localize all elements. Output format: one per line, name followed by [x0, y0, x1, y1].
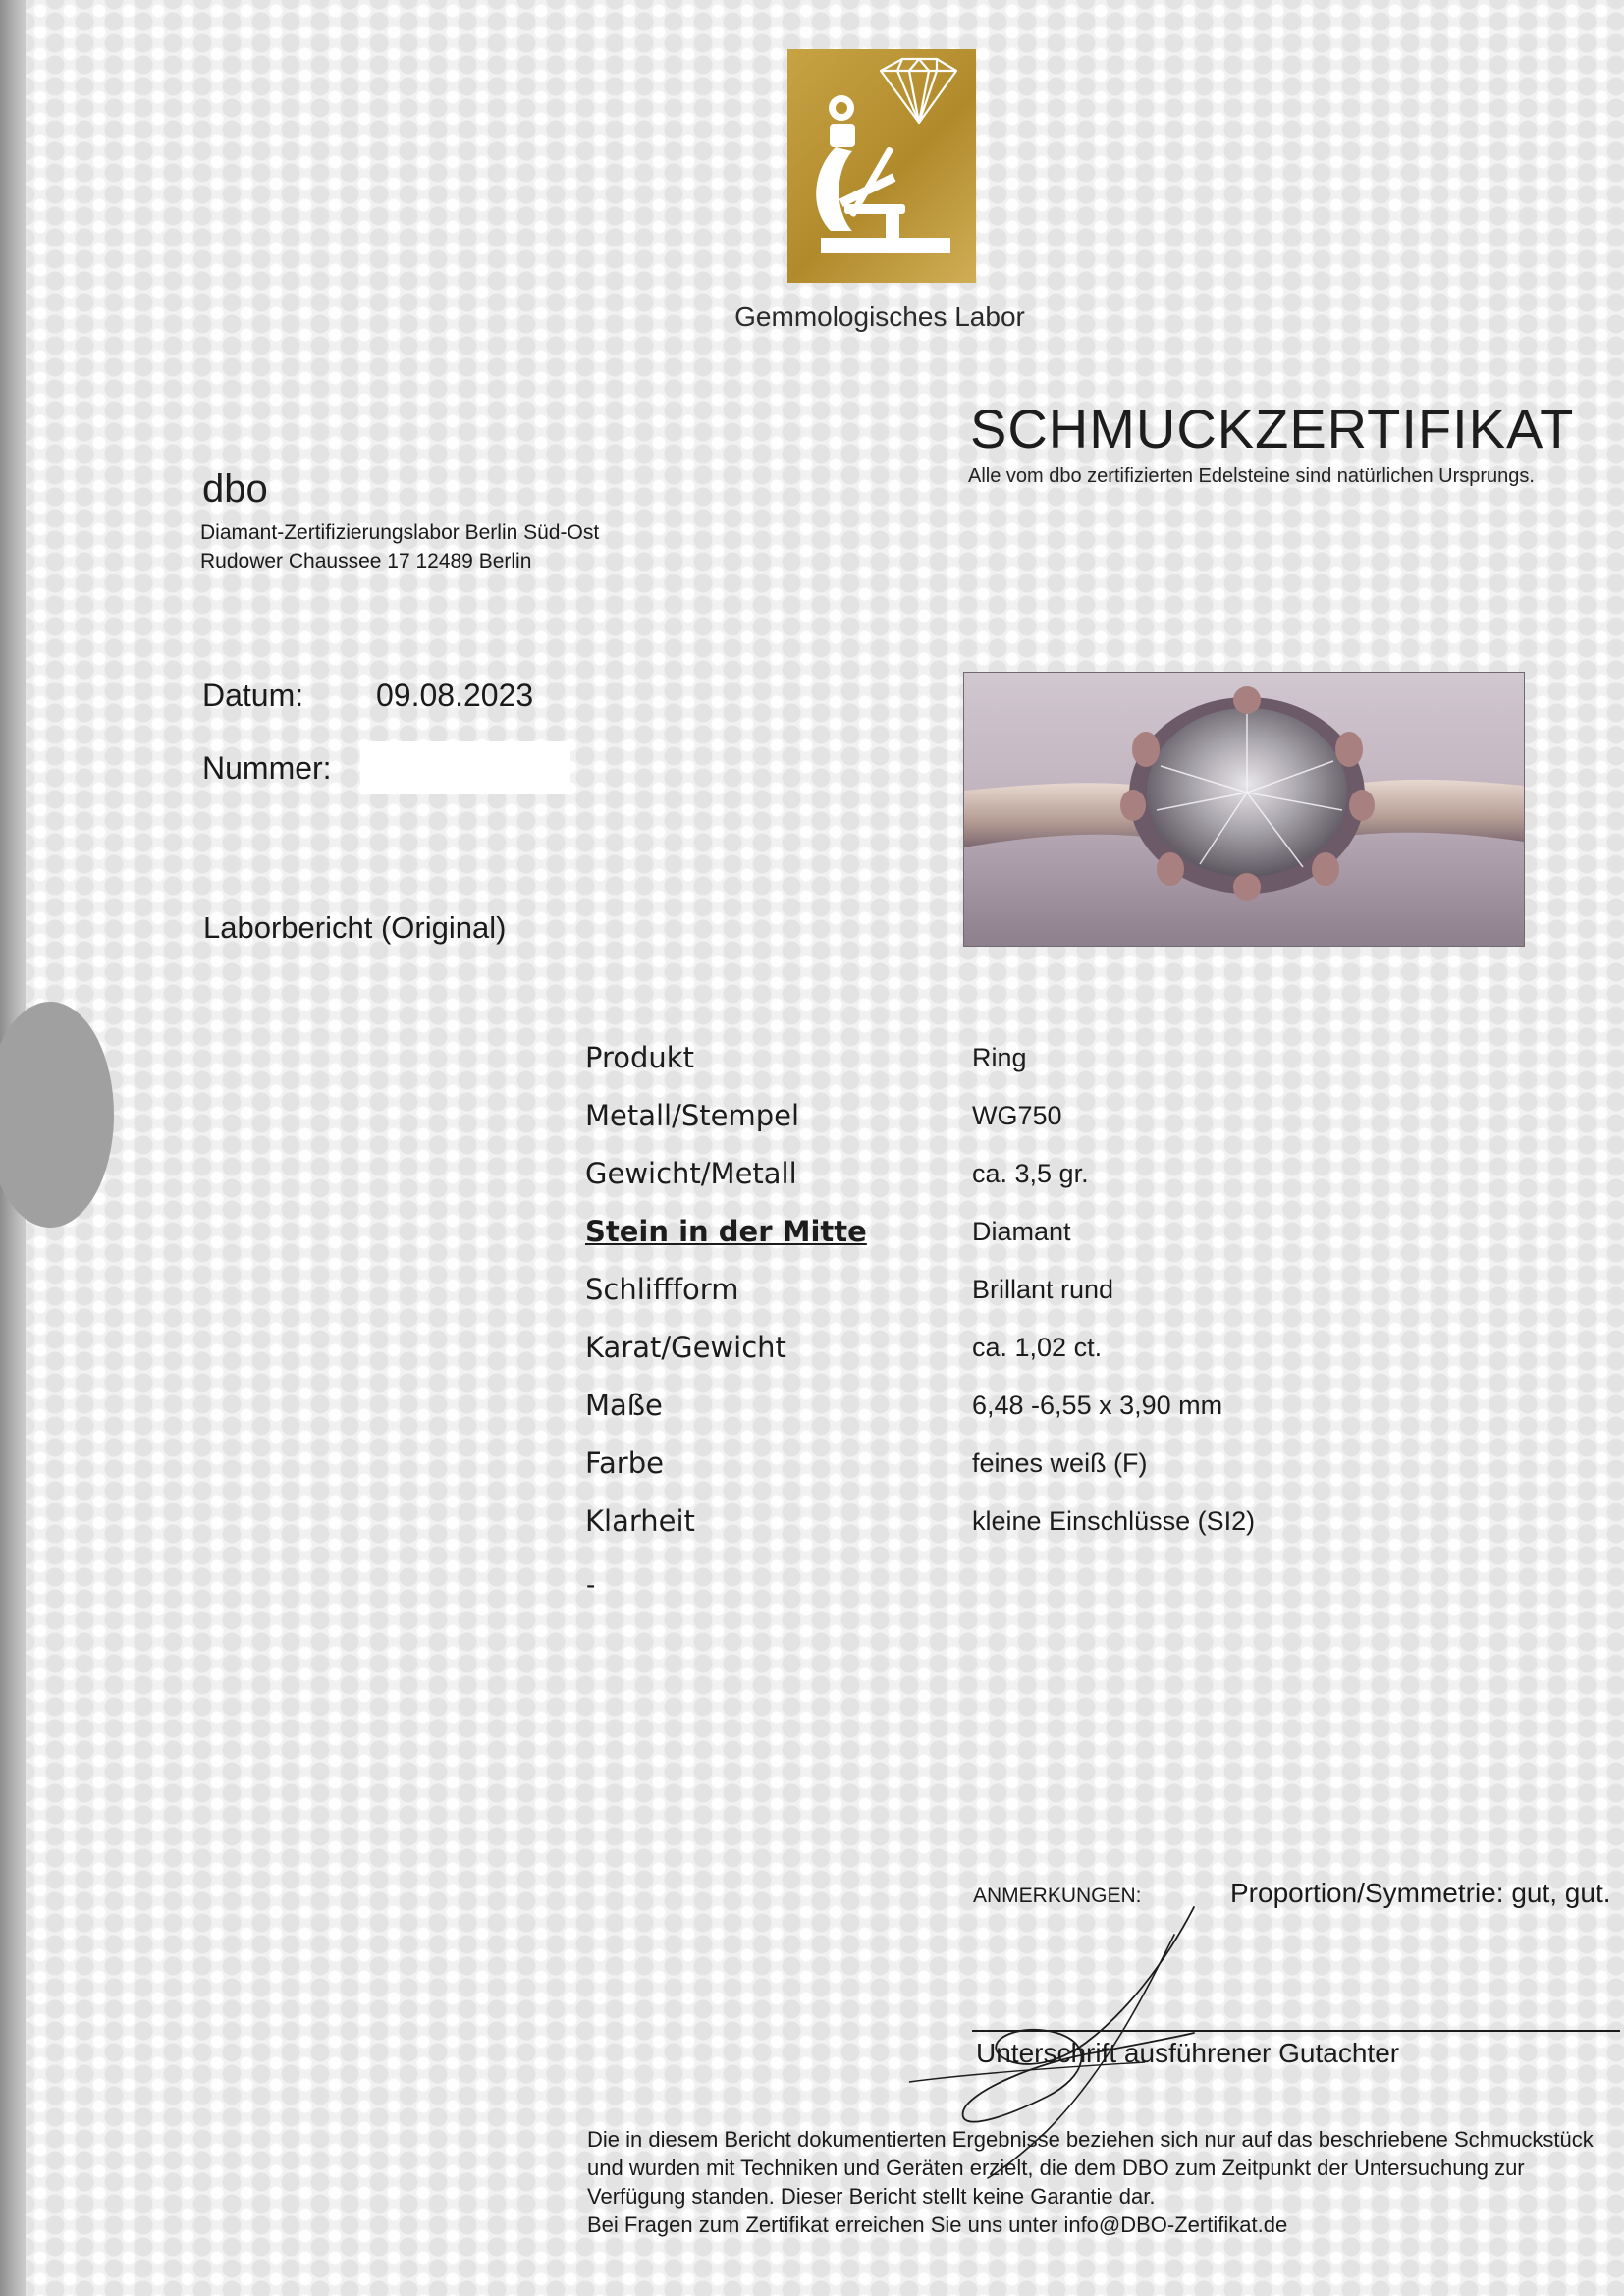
- property-value: Ring: [972, 1043, 1027, 1072]
- property-value: kleine Einschlüsse (SI2): [972, 1506, 1256, 1536]
- certificate-sheet: [26, 0, 1624, 2296]
- number-redacted-box: [360, 741, 570, 794]
- property-value: feines weiß (F): [972, 1449, 1148, 1478]
- issuer-lab-name: Diamant-Zertifizierungslabor Berlin Süd-Ost: [200, 521, 600, 544]
- property-label: Klarheit: [585, 1504, 695, 1538]
- property-label: Karat/Gewicht: [585, 1331, 786, 1364]
- remarks-value: Proportion/Symmetrie: gut, gut.: [1230, 1878, 1611, 1908]
- issuer-name: dbo: [202, 467, 268, 511]
- property-label: Farbe: [585, 1447, 664, 1480]
- property-value: Brillant rund: [972, 1275, 1114, 1304]
- signature-line: [972, 2030, 1620, 2032]
- ring-photo: [963, 672, 1525, 947]
- property-value: ca. 1,02 ct.: [972, 1333, 1103, 1362]
- disclaimer-line: Bei Fragen zum Zertifikat erreichen Sie uns unter info@DBO-Zertifikat.de: [587, 2213, 1288, 2237]
- disclaimer-line: und wurden mit Techniken und Geräten erzielt, die dem DBO zum Zeitpunkt der Untersuchung zur: [587, 2156, 1525, 2180]
- report-type: Laborbericht (Original): [203, 910, 507, 945]
- property-value: Diamant: [972, 1217, 1071, 1246]
- property-value: ca. 3,5 gr.: [972, 1159, 1089, 1188]
- date-label: Datum:: [202, 678, 304, 713]
- remarks-label: ANMERKUNGEN:: [973, 1885, 1142, 1907]
- property-label: Gewicht/Metall: [585, 1157, 797, 1190]
- issuer-address: Rudower Chaussee 17 12489 Berlin: [200, 550, 532, 573]
- logo-caption: Gemmologisches Labor: [734, 301, 1025, 332]
- certificate-subtitle: Alle vom dbo zertifizierten Edelsteine sind natürlichen Ursprungs.: [968, 465, 1535, 487]
- disclaimer: [587, 2125, 1624, 2239]
- date-value: 09.08.2023: [376, 678, 534, 713]
- property-value: WG750: [972, 1101, 1062, 1130]
- number-label: Nummer:: [202, 750, 332, 786]
- property-trailer: -: [586, 1569, 596, 1600]
- certificate-title: SCHMUCKZERTIFIKAT: [970, 398, 1575, 460]
- property-label: Maße: [585, 1389, 663, 1422]
- property-label: Produkt: [585, 1041, 694, 1074]
- property-label: Metall/Stempel: [585, 1099, 800, 1132]
- lab-logo: [787, 49, 976, 283]
- property-label: Schliffform: [585, 1273, 739, 1306]
- disclaimer-line: Verfügung standen. Dieser Bericht stellt keine Garantie dar.: [587, 2184, 1156, 2209]
- property-value: 6,48 -6,55 x 3,90 mm: [972, 1391, 1223, 1420]
- disclaimer-line: Die in diesem Bericht dokumentierten Ergebnisse beziehen sich nur auf das beschriebene Schmuckstück: [587, 2127, 1594, 2152]
- property-label: Stein in der Mitte: [585, 1215, 867, 1248]
- folder-notch-left: [0, 1002, 114, 1228]
- microscope-diamond-icon: [787, 49, 976, 283]
- signature-caption: Unterschrift ausführener Gutachter: [976, 2038, 1400, 2068]
